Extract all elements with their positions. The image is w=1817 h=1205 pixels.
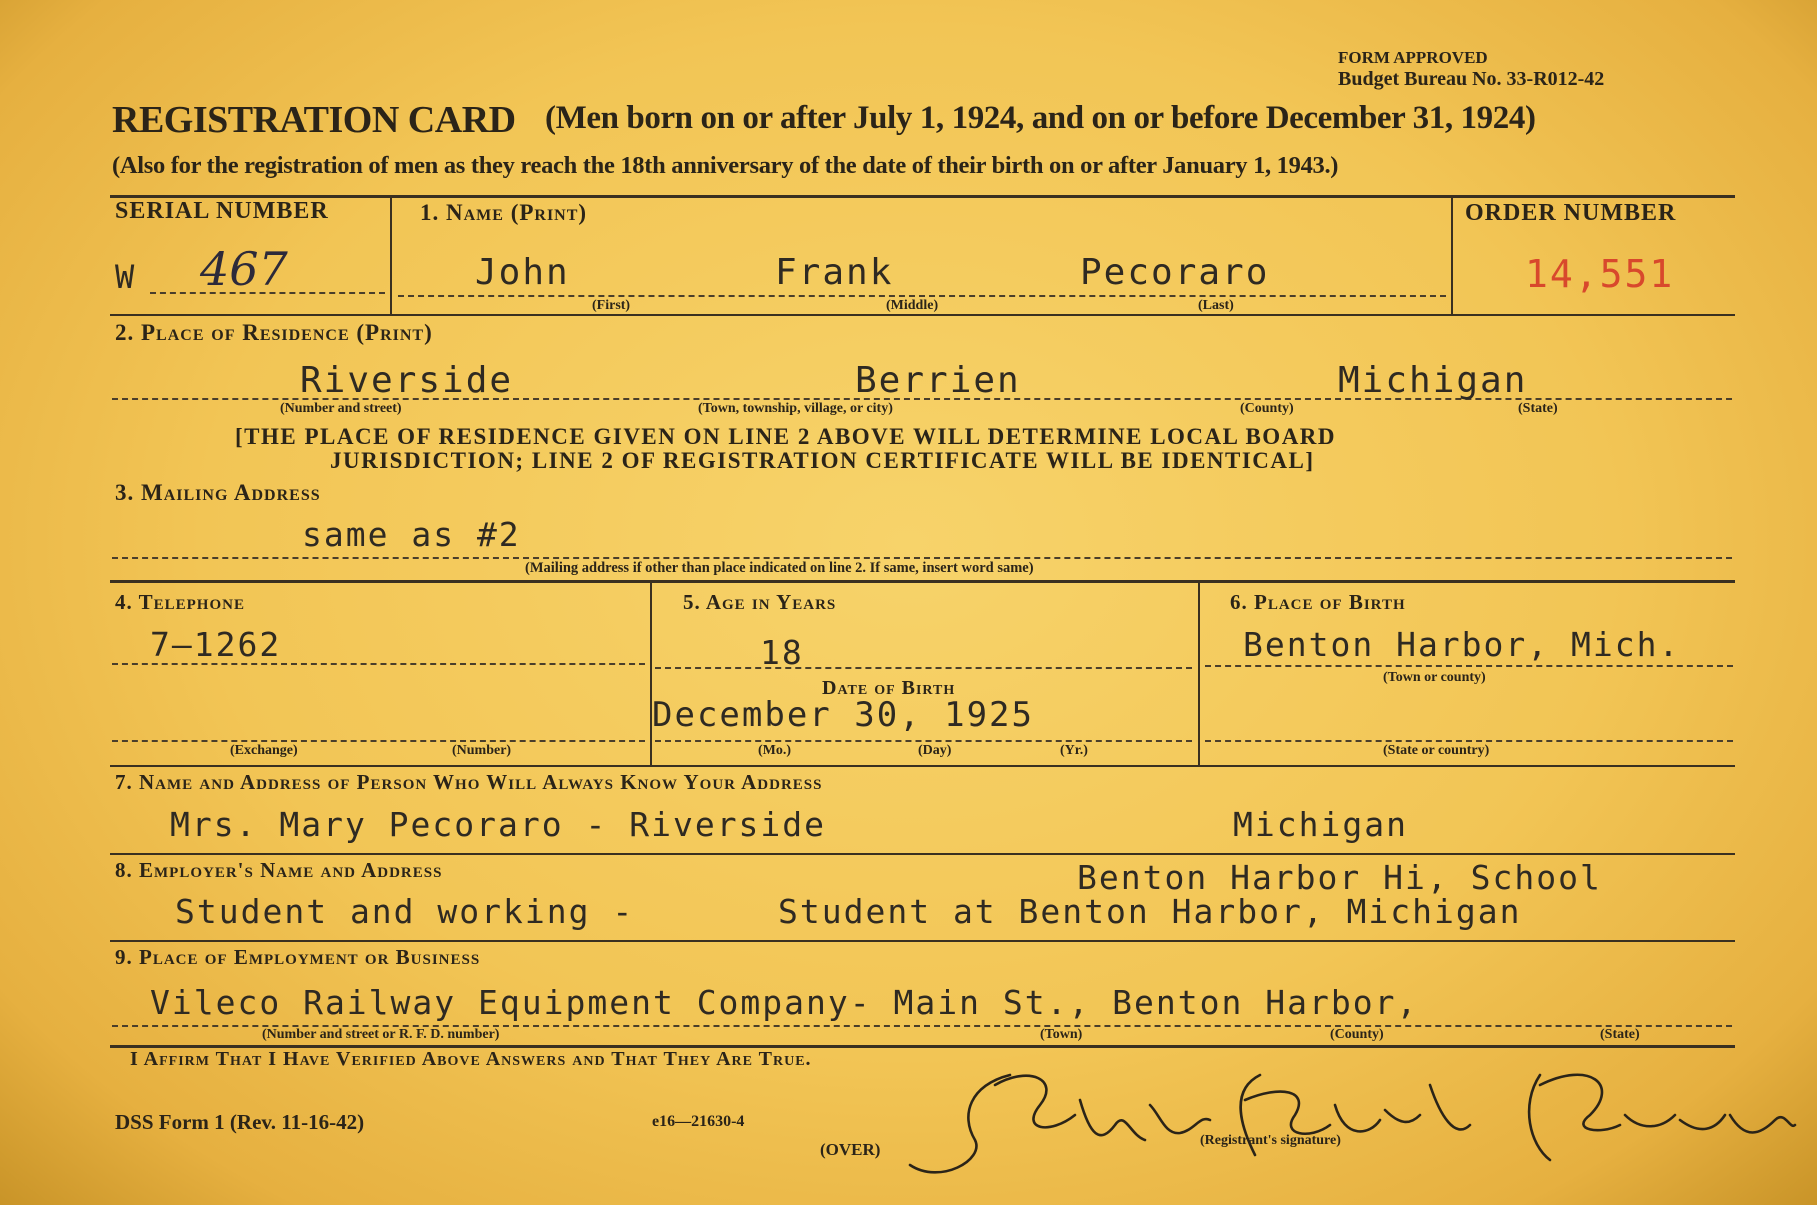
rule (112, 557, 1732, 559)
exchange-caption: (Exchange) (230, 743, 298, 758)
affirmation-statement: I Affirm That I Have Verified Above Answers and That They Are True. (130, 1048, 812, 1070)
state-caption: (State) (1518, 401, 1558, 416)
card-title: REGISTRATION CARD (112, 99, 516, 141)
year-caption: (Yr.) (1060, 743, 1088, 758)
mailing-address: same as #2 (302, 515, 521, 554)
rule (655, 740, 1192, 742)
employer-label: 8. Employer's Name and Address (115, 858, 443, 882)
contact-state: Michigan (1233, 805, 1408, 844)
residence-street: Riverside (300, 360, 514, 401)
date-of-birth-label: Date of Birth (822, 677, 956, 699)
serial-number-label: SERIAL NUMBER (115, 198, 329, 224)
rule (112, 740, 645, 742)
residence-notice-line1: [THE PLACE OF RESIDENCE GIVEN ON LINE 2 ABOVE WILL DETERMINE LOCAL BOARD (235, 424, 1337, 449)
street-caption: (Number and street) (280, 401, 402, 416)
birth-state-caption: (State or country) (1383, 743, 1490, 758)
signature-caption: (Registrant's signature) (1200, 1133, 1341, 1148)
mailing-address-label: 3. Mailing Address (115, 480, 321, 505)
order-number-label: ORDER NUMBER (1465, 200, 1677, 226)
employment-street-caption: (Number and street or R. F. D. number) (262, 1027, 500, 1042)
telephone-label: 4. Telephone (115, 590, 245, 614)
rule (110, 765, 1735, 767)
employment-place: Vileco Railway Equipment Company- Main St., Benton Harbor, (150, 983, 1419, 1022)
first-name: John (475, 252, 570, 293)
employment-label: 9. Place of Employment or Business (115, 945, 481, 969)
name-label: 1. Name (Print) (420, 200, 588, 225)
rule (650, 581, 652, 765)
day-caption: (Day) (918, 743, 952, 758)
card-title-subtitle: (Men born on or after July 1, 1924, and on or before December 31, 1924) (545, 100, 1536, 136)
budget-bureau-number: Budget Bureau No. 33-R012-42 (1338, 68, 1605, 90)
number-caption: (Number) (452, 743, 512, 758)
rule (110, 940, 1735, 942)
middle-caption: (Middle) (886, 298, 939, 313)
rule (1198, 581, 1200, 765)
rule (110, 314, 1735, 316)
order-number: 14,551 (1525, 252, 1675, 296)
serial-prefix: W (115, 258, 137, 296)
contact-person: Mrs. Mary Pecoraro - Riverside (170, 805, 827, 844)
contact-label: 7. Name and Address of Person Who Will Always Know Your Address (115, 770, 823, 794)
form-approved: FORM APPROVED (1338, 48, 1488, 67)
middle-name: Frank (775, 252, 894, 293)
rule (390, 196, 392, 314)
first-caption: (First) (592, 298, 631, 313)
over-note: (OVER) (820, 1140, 881, 1159)
employer-school: Benton Harbor Hi, School (1077, 858, 1602, 897)
rule (110, 580, 1735, 583)
age-label: 5. Age in Years (683, 590, 837, 614)
telephone-number: 7–1262 (150, 625, 282, 664)
age-value: 18 (760, 633, 804, 672)
place-of-birth-label: 6. Place of Birth (1230, 590, 1406, 614)
print-code: e16—21630-4 (652, 1113, 745, 1130)
employer-address: Student at Benton Harbor, Michigan (778, 892, 1522, 931)
rule (655, 667, 1192, 669)
month-caption: (Mo.) (758, 743, 792, 758)
residence-notice-line2: JURISDICTION; LINE 2 OF REGISTRATION CERTIFICATE WILL BE IDENTICAL] (330, 448, 1315, 473)
employment-county-caption: (County) (1330, 1027, 1384, 1042)
registrant-signature (900, 1045, 1800, 1195)
last-name: Pecoraro (1080, 252, 1270, 293)
rule (1451, 196, 1453, 314)
rule (112, 663, 645, 665)
rule (1205, 665, 1733, 667)
place-of-birth: Benton Harbor, Mich. (1243, 625, 1681, 664)
form-number: DSS Form 1 (Rev. 11-16-42) (115, 1110, 365, 1134)
residence-label: 2. Place of Residence (Print) (115, 320, 433, 345)
card-subtitle: (Also for the registration of men as they reach the 18th anniversary of the date of their birth on or after January 1, 1943.) (112, 152, 1339, 179)
residence-town: Berrien (855, 360, 1021, 401)
employment-town-caption: (Town) (1040, 1027, 1083, 1042)
serial-number: 467 (200, 242, 288, 296)
birth-town-caption: (Town or county) (1383, 670, 1486, 685)
employment-state-caption: (State) (1600, 1027, 1640, 1042)
mailing-caption: (Mailing address if other than place indicated on line 2. If same, insert word same) (525, 560, 1034, 576)
rule (1205, 740, 1733, 742)
rule (110, 853, 1735, 855)
last-caption: (Last) (1198, 298, 1234, 313)
town-caption: (Town, township, village, or city) (698, 401, 893, 416)
rule (398, 295, 1446, 297)
employer-status: Student and working - (175, 892, 635, 931)
residence-state: Michigan (1338, 360, 1528, 401)
rule (110, 195, 1735, 198)
date-of-birth: December 30, 1925 (652, 695, 1034, 735)
county-caption: (County) (1240, 401, 1294, 416)
